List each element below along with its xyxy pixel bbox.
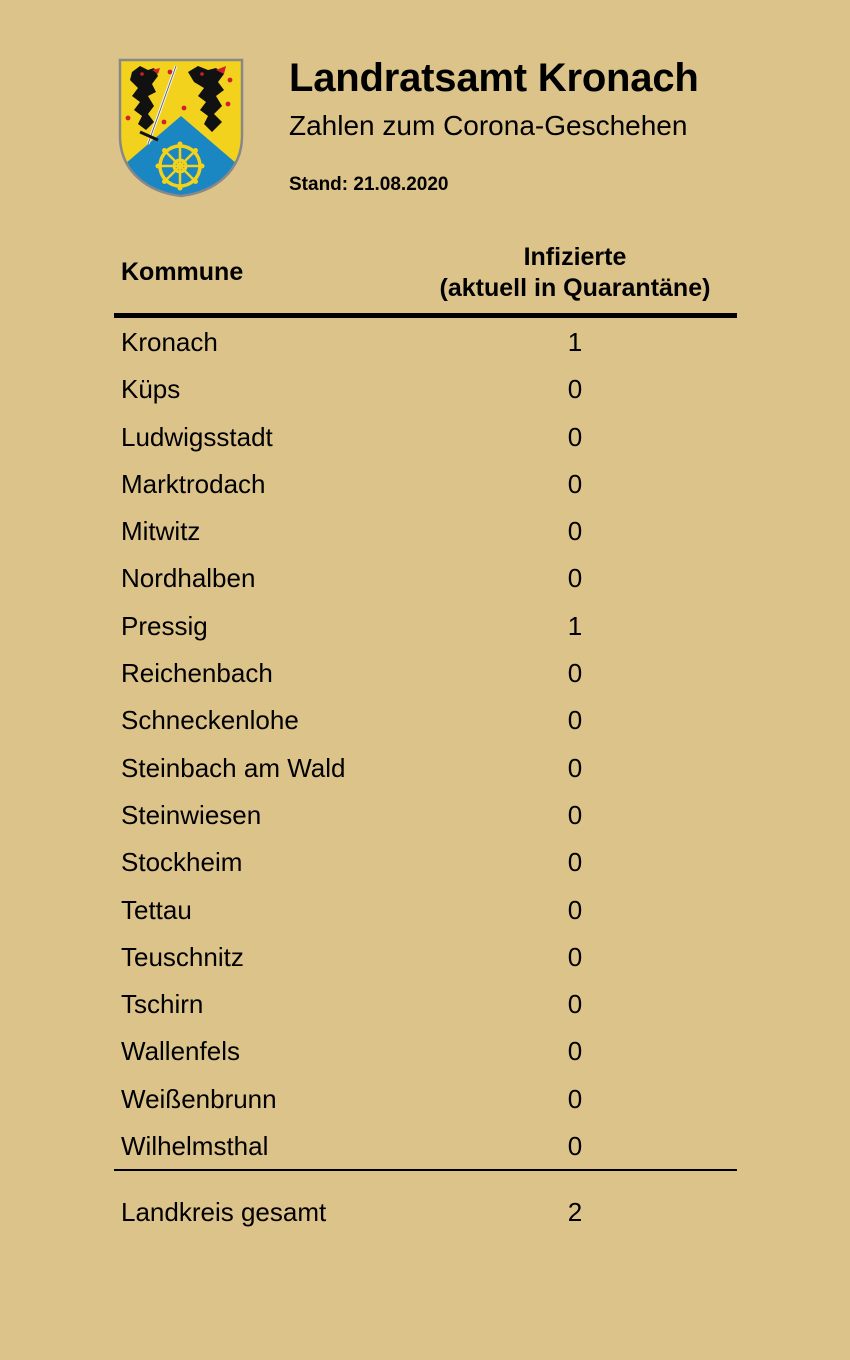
table-row [0, 461, 850, 508]
table-row [0, 887, 850, 934]
infizierte-value: 0 [567, 1131, 583, 1162]
kommune-name: Marktrodach [121, 468, 266, 499]
infizierte-value: 0 [567, 752, 583, 783]
table-row [0, 603, 850, 650]
kommune-name: Schneckenlohe [121, 705, 299, 736]
kommune-name: Weißenbrunn [121, 1083, 277, 1114]
infizierte-value: 0 [567, 563, 583, 594]
kommune-name: Steinwiesen [121, 799, 262, 830]
kommune-name: Ludwigsstadt [121, 421, 273, 452]
table-row [0, 745, 850, 792]
infizierte-value: 0 [567, 989, 583, 1020]
column-header-infizierte-line1: Infizierte [523, 243, 627, 271]
table-row [0, 792, 850, 839]
infizierte-value: 0 [567, 1083, 583, 1114]
table-row [0, 508, 850, 555]
table-row [0, 414, 850, 461]
total-row [0, 1189, 850, 1236]
page-title: Landratsamt Kronach [289, 56, 699, 100]
table-row [0, 839, 850, 886]
page-subtitle: Zahlen zum Corona-Geschehen [289, 110, 688, 141]
table-row [0, 1123, 850, 1170]
kommune-table-body [0, 319, 850, 1170]
infizierte-value: 0 [567, 1036, 583, 1067]
header-divider [114, 313, 737, 318]
total-value: 2 [567, 1197, 583, 1227]
landkreis-kronach-coat-of-arms-icon [118, 58, 244, 198]
infizierte-value: 0 [567, 658, 583, 689]
table-row [0, 981, 850, 1028]
kommune-name: Teuschnitz [121, 941, 244, 972]
infizierte-value: 0 [567, 705, 583, 736]
infizierte-value: 1 [567, 327, 583, 357]
table-row [0, 650, 850, 697]
kommune-name: Stockheim [121, 847, 243, 878]
infizierte-value: 0 [567, 421, 583, 452]
infizierte-value: 0 [567, 799, 583, 830]
infizierte-value: 0 [567, 941, 583, 972]
column-header-infizierte-line2: (aktuell in Quarantäne) [439, 274, 711, 302]
table-row [0, 366, 850, 413]
table-row [0, 319, 850, 366]
kommune-name: Reichenbach [121, 658, 273, 689]
kommune-name: Kronach [121, 327, 218, 357]
kommune-name: Wallenfels [121, 1036, 240, 1067]
kommune-name: Mitwitz [121, 516, 201, 547]
table-row [0, 1028, 850, 1075]
kommune-name: Steinbach am Wald [121, 752, 346, 783]
kommune-name: Küps [121, 374, 181, 405]
kommune-name: Nordhalben [121, 563, 256, 594]
table-row [0, 555, 850, 602]
infizierte-value: 0 [567, 374, 583, 405]
total-divider [114, 1169, 737, 1171]
infizierte-value: 0 [567, 894, 583, 925]
total-label: Landkreis gesamt [121, 1197, 327, 1227]
kommune-name: Tschirn [121, 989, 204, 1020]
kommune-name: Wilhelmsthal [121, 1131, 269, 1162]
kommune-name: Pressig [121, 610, 208, 641]
column-header-infizierte [400, 242, 750, 304]
infizierte-value: 0 [567, 847, 583, 878]
column-header-kommune: Kommune [121, 258, 244, 286]
kommune-name: Tettau [121, 894, 192, 925]
table-row [0, 1076, 850, 1123]
stand-date: Stand: 21.08.2020 [289, 174, 449, 195]
table-row [0, 934, 850, 981]
infizierte-value: 0 [567, 468, 583, 499]
infizierte-value: 1 [567, 610, 583, 641]
infizierte-value: 0 [567, 516, 583, 547]
table-row [0, 697, 850, 744]
